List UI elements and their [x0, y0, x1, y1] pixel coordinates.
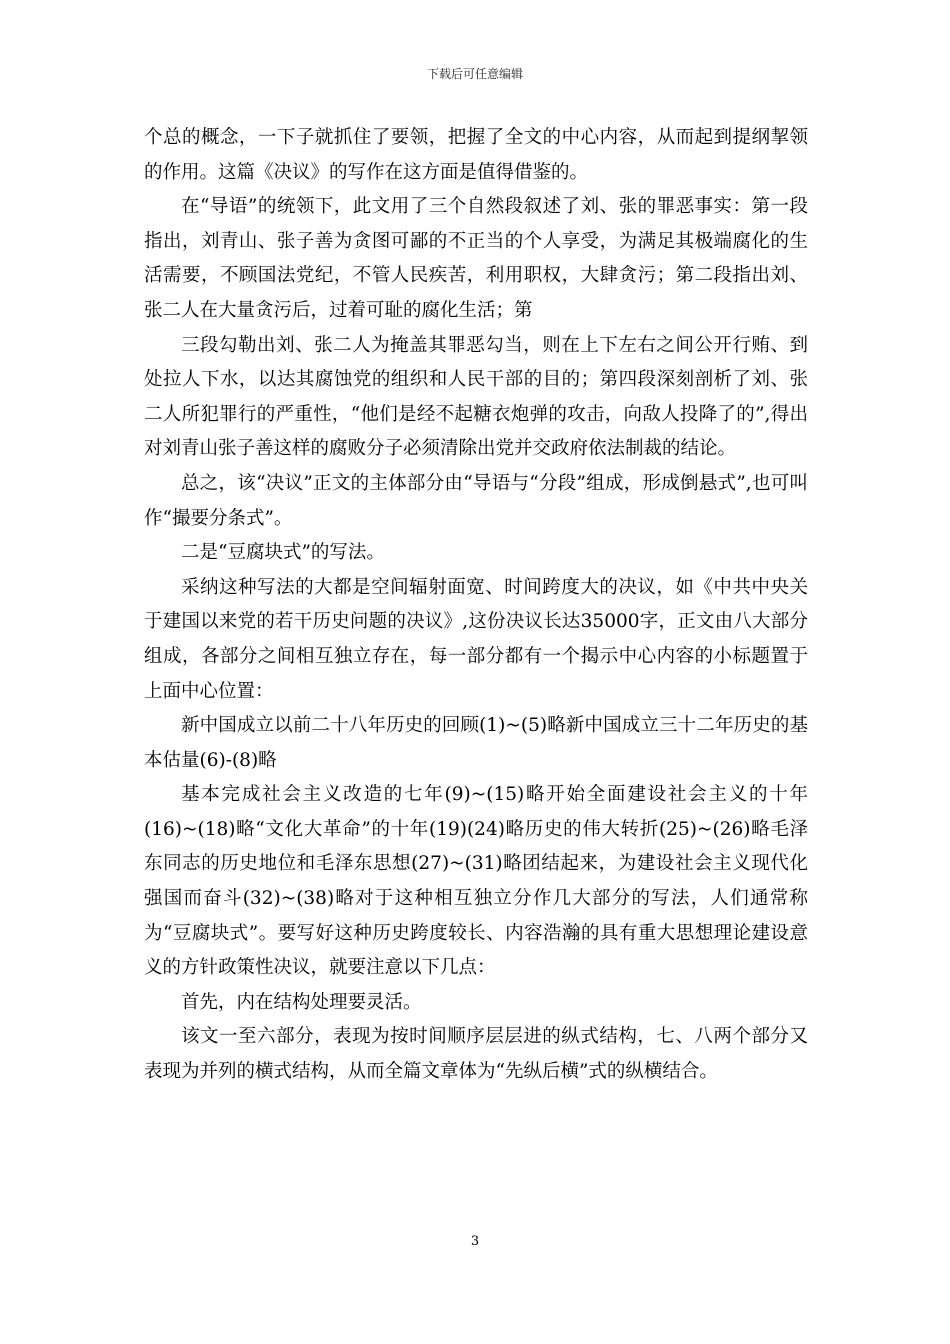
page-header: 下载后可任意编辑 — [426, 67, 523, 81]
paragraph: 该文一至六部分，表现为按时间顺序层层进的纵式结构，七、八两个部分又表现为并列的横式结构，从而全篇文章体为“先纵后横”式的纵横结合。 — [144, 1026, 808, 1083]
paragraph: 总之，该“决议”正文的主体部分由“导语与“分段”组成，形成倒悬式”,也可叫作“撮要分条式”。 — [144, 472, 808, 529]
paragraph: 首先，内在结构处理要灵活。 — [181, 991, 422, 1013]
paragraph: 二是“豆腐块式”的写法。 — [181, 542, 385, 564]
paragraph-continuation: 个总的概念，一下子就抓住了要领，把握了全文的中心内容，从而起到提纲挈领的作用。这篇《决议》的写作在这方面是值得借鉴的。 — [144, 127, 808, 183]
paragraph: 采纳这种写法的大都是空间辐射面宽、时间跨度大的决议，如《中共中央关于建国以来党的若干历史问题的决议》,这份决议长达35000字，正文由八大部分组成，各部分之间相互独立存在，每一部分都有一个揭示中心内容的小标题置于上面中心位置： — [144, 576, 808, 702]
paragraph: 基本完成社会主义改造的七年(9)~(15)略开始全面建设社会主义的十年(16)~(18)略“文化大革命”的十年(19)(24)略历史的伟大转折(25)~(26)略毛泽东同志的历史地位和毛泽东思想(27)~(31)略团结起来，为建设社会主义现代化强国而奋斗(32)~(38)略对于这种相互独立分作几大部分的写法，人们通常称为“豆腐块式”。要写好这种历史跨度较长、内容浩瀚的具有重大思想理论建设意义的方针政策性决议，就要注意以下几点： — [144, 784, 808, 979]
page-number: 3 — [470, 1234, 480, 1249]
paragraph: 在“导语”的统领下，此文用了三个自然段叙述了刘、张的罪恶事实：第一段指出，刘青山、张子善为贪图可鄙的不正当的个人享受，为满足其极端腐化的生活需要，不顾国法党纪，不管人民疾苦，利用职权，大肆贪污；第二段指出刘、张二人在大量贪污后，过着可耻的腐化生活；第 — [144, 196, 808, 321]
document-body — [144, 121, 808, 1090]
paragraph: 新中国成立以前二十八年历史的回顾(1)~(5)略新中国成立三十二年历史的基本估量(6)-(8)略 — [144, 715, 808, 771]
paragraph: 三段勾勒出刘、张二人为掩盖其罪恶勾当，则在上下左右之间公开行贿、到处拉人下水，以达其腐蚀党的组织和人民干部的目的；第四段深刻剖析了刘、张二人所犯罪行的严重性，“他们是经不起糖衣炮弹的攻击，向敌人投降了的”,得出对刘青山张子善这样的腐败分子必须清除出党并交政府依法制裁的结论。 — [144, 334, 808, 460]
